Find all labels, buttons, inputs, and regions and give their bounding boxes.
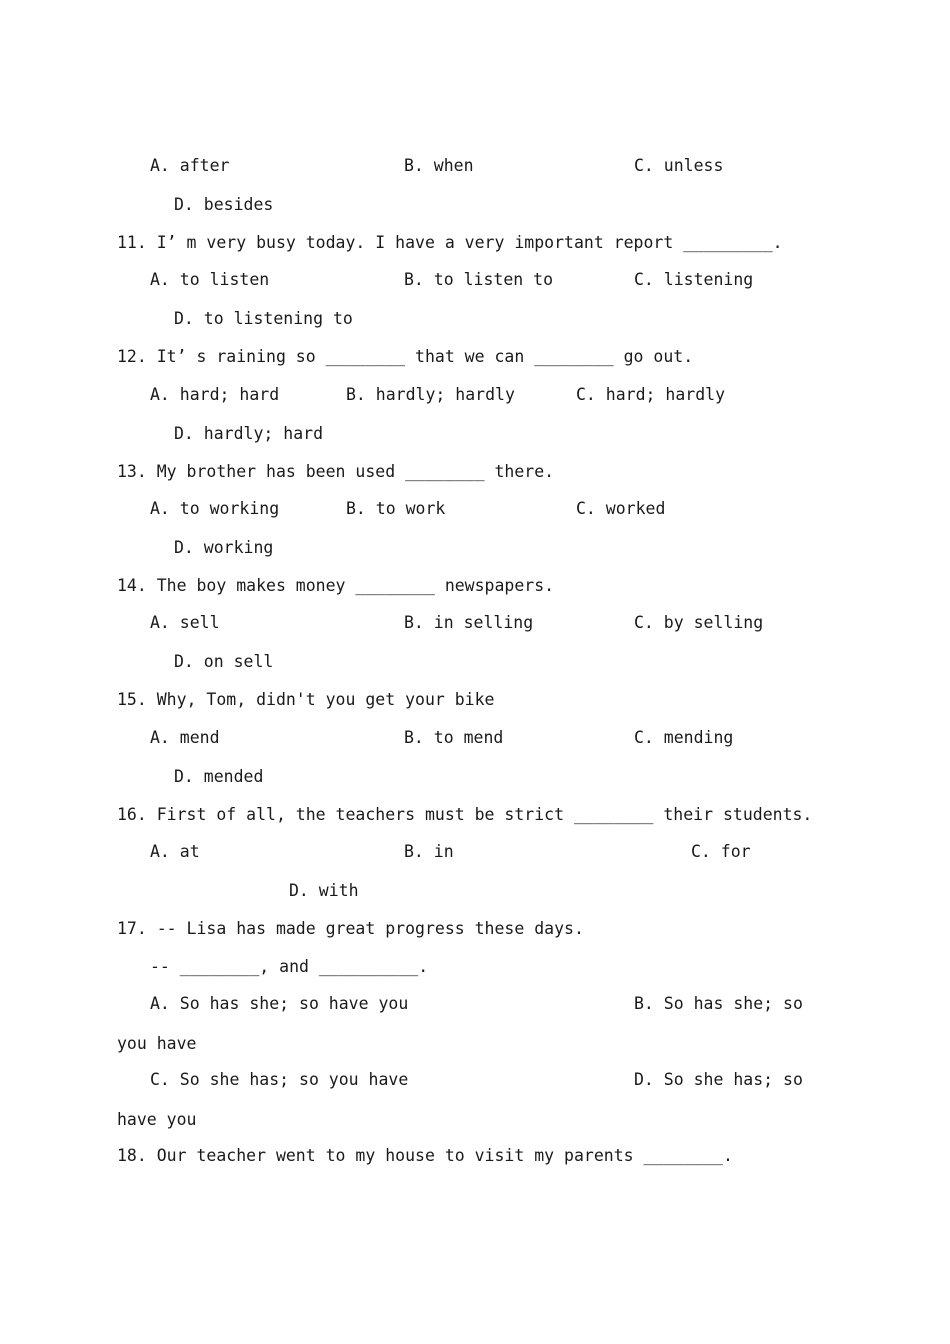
q17-option-b: B. So has she; so [634,994,803,1013]
q16-stem: 16. First of all, the teachers must be strict ________ their students. [117,805,813,824]
q11-option-a: A. to listen [150,270,270,289]
q10-option-a: A. after [150,156,230,175]
q18-stem: 18. Our teacher went to my house to visit my parents ________. [117,1146,733,1165]
q10-option-b: B. when [404,156,474,175]
q15-option-a: A. mend [150,728,220,747]
q17-option-d-continued: have you [117,1110,197,1129]
q12-option-c: C. hard; hardly [576,385,726,404]
q13-option-b: B. to work [346,499,446,518]
q14-option-c: C. by selling [634,613,764,632]
q13-option-d: D. working [174,538,274,557]
q16-option-c: C. for [691,842,751,861]
q11-option-c: C. listening [634,270,754,289]
q11-option-d: D. to listening to [174,309,353,328]
q15-stem: 15. Why, Tom, didn't you get your bike [117,690,495,709]
q16-option-a: A. at [150,842,200,861]
q14-stem: 14. The boy makes money ________ newspapers. [117,576,555,595]
q13-option-c: C. worked [576,499,666,518]
q12-option-b: B. hardly; hardly [346,385,515,404]
q17-stem: 17. -- Lisa has made great progress these days. [117,919,584,938]
q11-option-b: B. to listen to [404,270,554,289]
q14-option-a: A. sell [150,613,220,632]
q15-option-c: C. mending [634,728,734,747]
q16-option-d: D. with [289,881,359,900]
q12-stem: 12. It’ s raining so ________ that we can ________ go out. [117,347,694,366]
q15-option-b: B. to mend [404,728,504,747]
q17-option-b-continued: you have [117,1034,197,1053]
q16-option-b: B. in [404,842,454,861]
q14-option-b: B. in selling [404,613,534,632]
q13-option-a: A. to working [150,499,280,518]
q11-stem: 11. I’ m very busy today. I have a very important report _________. [117,233,783,252]
q12-option-a: A. hard; hard [150,385,280,404]
q17-option-d: D. So she has; so [634,1070,803,1089]
q12-option-d: D. hardly; hard [174,424,324,443]
q10-option-d: D. besides [174,195,274,214]
q17-reply: -- ________, and __________. [150,957,429,976]
q17-option-c: C. So she has; so you have [150,1070,409,1089]
q15-option-d: D. mended [174,767,264,786]
q13-stem: 13. My brother has been used ________ there. [117,462,555,481]
q14-option-d: D. on sell [174,652,274,671]
q10-option-c: C. unless [634,156,724,175]
q17-option-a: A. So has she; so have you [150,994,409,1013]
